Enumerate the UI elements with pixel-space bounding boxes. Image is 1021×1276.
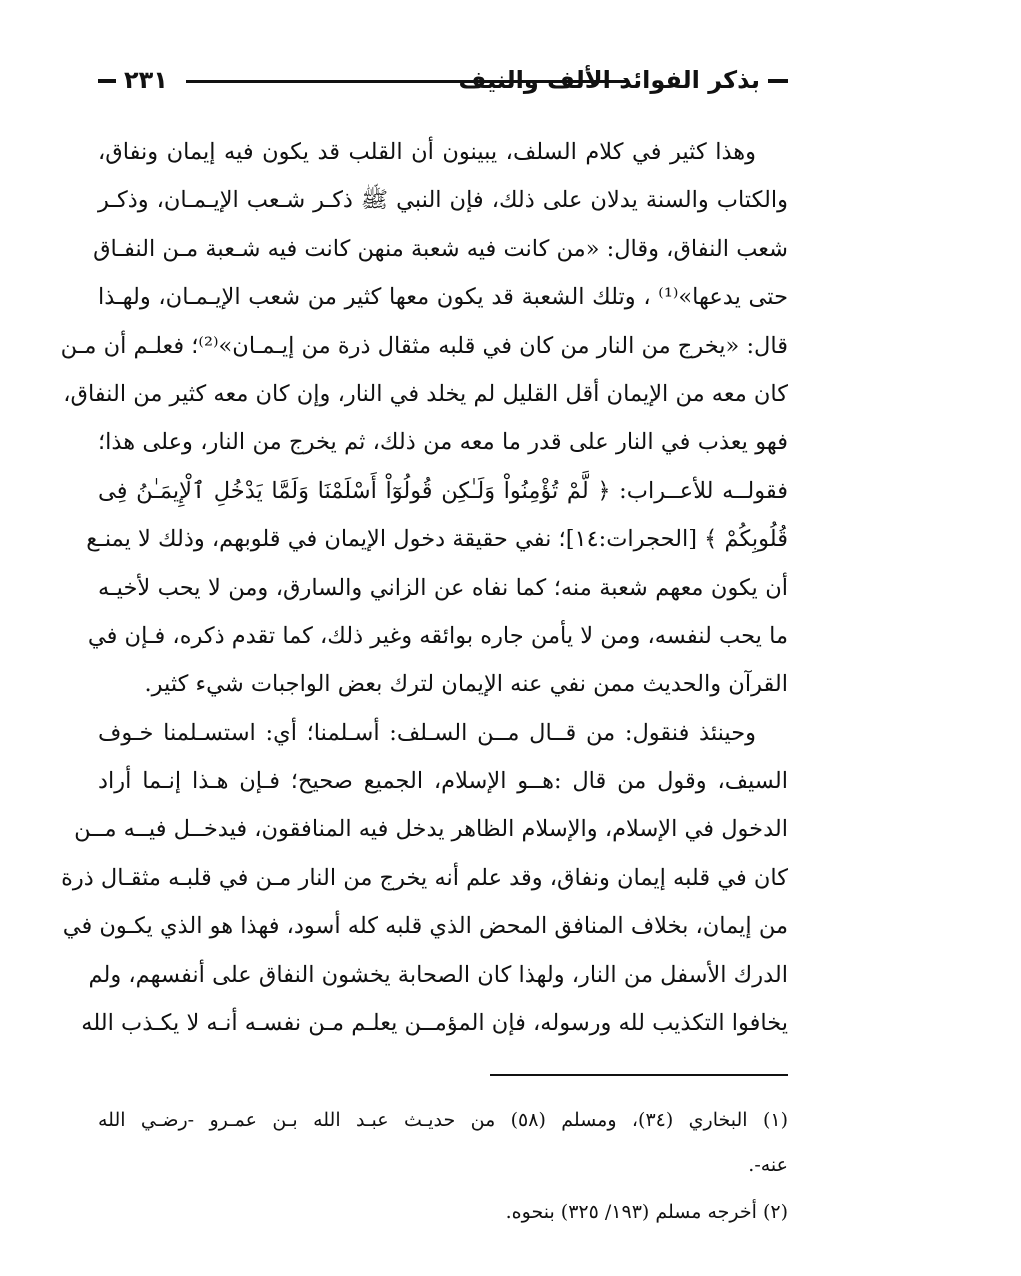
body-text [60, 128, 789, 1047]
footnote-1: (١) البخاري (٣٤)، ومسلم (٥٨) من حديـث عبـد الله بـن عمـرو -رضـي الله [98, 1109, 788, 1131]
text-line: وحينئذ فنقول: من قــال مــن السـلف: أسـلمنا؛ أي: استسـلمنا خـوف [98, 719, 756, 746]
text-line: والكتاب والسنة يدلان على ذلك، فإن النبي ﷺ ذكـر شـعب الإيـمـان، وذكـر [98, 187, 788, 214]
text-line: كان معه من الإيمان أقل القليل لم يخلد في النار، وإن كان معه كثير من النفاق، [63, 380, 788, 407]
text-line: شعب النفاق، وقال: «من كانت فيه شعبة منهن كانت فيه شـعبة مـن النفـاق [93, 235, 788, 262]
footnote-1-continued: عنه-. [748, 1154, 788, 1176]
header-dash-left [98, 79, 116, 83]
text-line: فهو يعذب في النار على قدر ما معه من ذلك، ثم يخرج من النار، وعلى هذا؛ [98, 429, 788, 456]
text-line: الدخول في الإسلام، والإسلام الظاهر يدخل فيه المنافقون، فيدخــل فيــه مــن [74, 816, 788, 843]
page-number: ٢٣١ [124, 66, 168, 94]
text-line: كان في قلبه إيمان ونفاق، وقد علم أنه يخرج من النار مـن في قلبـه مثقـال ذرة [61, 864, 788, 891]
text-line: حتى يدعها»⁽¹⁾ ، وتلك الشعبة قد يكون معها كثير من شعب الإيـمـان، ولهـذا [98, 284, 789, 311]
text-line: من إيمان، بخلاف المنافق المحض الذي قلبه كله أسود، فهذا هو الذي يكـون في [62, 913, 788, 940]
text-line: القرآن والحديث ممن نفي عنه الإيمان لترك بعض الواجبات شيء كثير. [144, 671, 788, 698]
footnote-2: (٢) أخرجه مسلم (١٩٣/ ٣٢٥) بنحوه. [505, 1201, 788, 1223]
text-line: وهذا كثير في كلام السلف، يبينون أن القلب قد يكون فيه إيمان ونفاق، [98, 139, 756, 165]
text-line: السيف، وقول من قال :هــو الإسلام، الجميع صحيح؛ فـإن هـذا إنـما أراد [98, 768, 788, 795]
text-line: أن يكون معهم شعبة منه؛ كما نفاه عن الزاني والسارق، ومن لا يحب لأخيـه [98, 574, 788, 601]
running-title: بذكر الفوائد الألف والنيف [458, 66, 760, 94]
footnote-separator [490, 1074, 788, 1076]
header-dash-right [768, 79, 788, 83]
text-line: ما يحب لنفسه، ومن لا يأمن جاره بوائقه وغير ذلك، كما تقدم ذكره، فـإن في [87, 622, 788, 649]
footnotes [98, 1098, 788, 1235]
text-line: قُلُوبِكُمْ ﴾ [الحجرات:١٤]؛ نفي حقيقة دخول الإيمان في قلوبهم، وذلك لا يمنـع [86, 526, 788, 553]
text-line: قال: «يخرج من النار من كان في قلبه مثقال ذرة من إيـمـان»⁽²⁾؛ فعلـم أن مـن [60, 332, 788, 359]
text-line: الدرك الأسفل من النار، ولهذا كان الصحابة يخشون النفاق على أنفسهم، ولم [88, 961, 788, 988]
quran-verse-line: فقولــه للأعــراب: ﴿ لَّمْ تُؤْمِنُواْ وَلَـٰكِن قُولُوٓاْ أَسْلَمْنَا وَلَمَّا يَدْخُلِ ٱلْإِيمَـٰنُ فِى [98, 477, 788, 504]
running-header [98, 62, 788, 98]
text-line: يخافوا التكذيب لله ورسوله، فإن المؤمــن يعلـم مـن نفسـه أنـه لا يكـذب الله [81, 1010, 788, 1037]
